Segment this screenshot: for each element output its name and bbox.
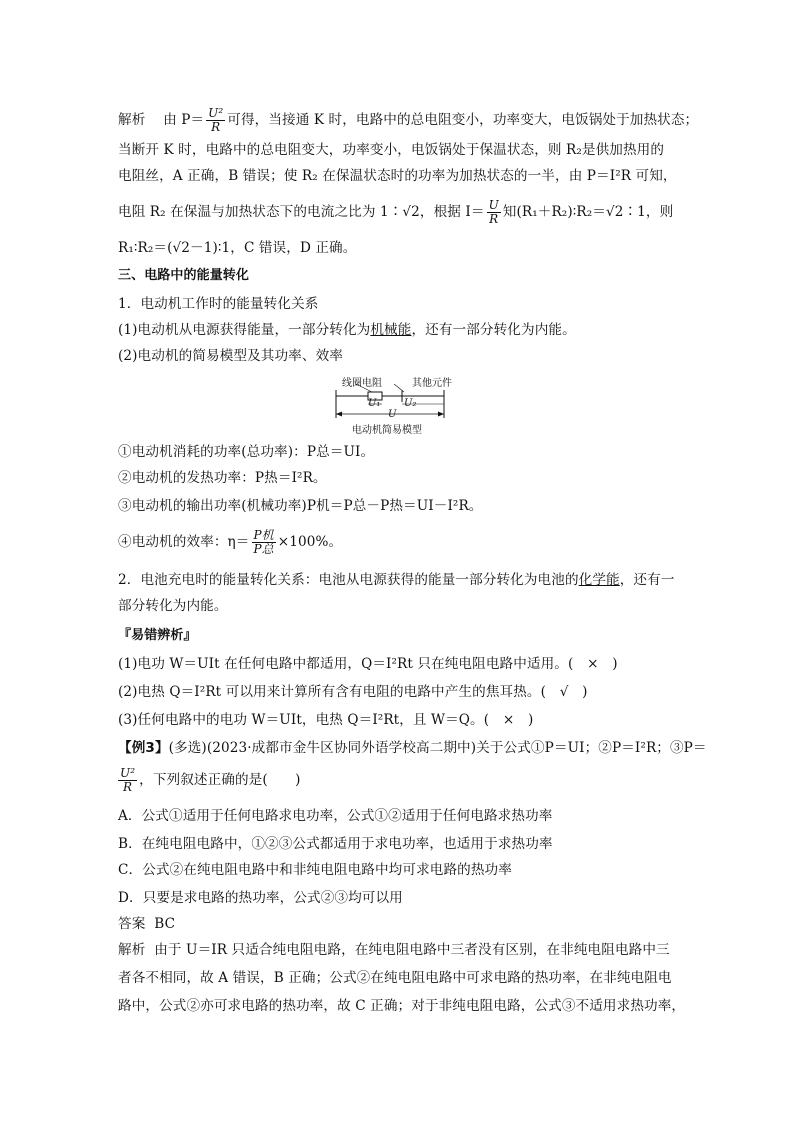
paragraph-line: 部分转化为内能。 xyxy=(118,598,228,614)
fraction-numerator: P机 xyxy=(253,528,274,542)
paragraph-line: 路中，公式②亦可求电路的热功率，故 C 正确；对于非纯电阻电路，公式③不适用求热功率， xyxy=(118,998,686,1014)
fraction-numerator: U xyxy=(488,198,499,212)
text-run: ，下列叙述正确的是( ) xyxy=(139,772,301,788)
text-run: ④电动机的效率：η＝ xyxy=(118,534,250,550)
fraction-denominator: R xyxy=(489,212,499,226)
u-label: U xyxy=(388,409,397,420)
text-run: ，还有一 xyxy=(619,572,675,588)
u1-label: U₁ xyxy=(368,398,381,409)
fraction-denominator: P总 xyxy=(253,542,274,556)
underlined-term: 化学能 xyxy=(578,572,620,588)
paragraph-line: ③电动机的输出功率(机械功率)P机＝P总－P热＝UI－I²R。 xyxy=(118,498,483,514)
fraction xyxy=(206,107,225,134)
paragraph-line: 当断开 K 时，电路中的总电阻变大，功率变小，电饭锅处于保温状态，则 R₂是供加热用的 xyxy=(118,142,665,158)
paragraph-line xyxy=(118,320,688,340)
paragraph-line: (3)任何电路中的电功 W＝UIt，电热 Q＝I²Rt，且 W＝Q。( × ) xyxy=(118,712,534,728)
paragraph-line xyxy=(118,940,688,960)
example-tag: 【例3】 xyxy=(118,740,169,756)
fraction-denominator: R xyxy=(122,780,133,794)
paragraph-line xyxy=(118,760,688,800)
paragraph-line: ②电动机的发热功率：P热＝I²R。 xyxy=(118,470,327,486)
analysis-tag: 解析 xyxy=(118,112,146,128)
answer-tag: 答案 xyxy=(118,916,146,932)
option-a: A．公式①适用于任何电路求电功率，公式①②适用于任何电路求热功率 xyxy=(118,808,553,824)
option-b: B．在纯电阻电路中，①②③公式都适用于求电功率，也适用于求热功率 xyxy=(118,836,553,852)
option-c: C．公式②在纯电阻电路中和非纯电阻电路中均可求电路的热功率 xyxy=(118,862,512,878)
paragraph-line xyxy=(118,738,707,758)
paragraph-line: 者各不相同，故 A 错误，B 正确；公式②在纯电阻电路中可求电路的热功率，在非纯电阻电 xyxy=(118,970,672,986)
text-run: ，还有一部分转化为内能。 xyxy=(411,322,576,338)
paragraph-line: (2)电动机的简易模型及其功率、效率 xyxy=(118,348,343,364)
paragraph-line: 电阻丝，A 正确，B 错误；使 R₂ 在保温状态时的功率为加热状态的一半，由 P＝I²R 可知， xyxy=(118,168,677,184)
option-d: D．只要是求电路的热功率，公式②③均可以用 xyxy=(118,890,403,906)
paragraph-line xyxy=(118,100,699,140)
paragraph-line xyxy=(118,522,688,562)
fraction xyxy=(487,199,501,226)
answer-line xyxy=(118,914,688,934)
section-heading: 三、电路中的能量转化 xyxy=(118,268,250,283)
text-run: 由 P＝ xyxy=(163,112,205,128)
other-component-label: 其他元件 xyxy=(412,378,452,389)
text-run: 知(R₁＋R₂)∶R₂＝√2∶1，则 xyxy=(502,204,674,220)
fraction xyxy=(252,529,276,556)
u2-label: U₂ xyxy=(404,398,417,409)
text-run: 电阻 R₂ 在保温与加热状态下的电流之比为 1∶√2，根据 I＝ xyxy=(118,204,485,220)
text-run: (1)电动机从电源获得能量，一部分转化为 xyxy=(118,322,371,338)
paragraph-line: (1)电功 W＝UIt 在任何电路中都适用，Q＝I²Rt 只在纯电阻电路中适用。( × ) xyxy=(118,656,618,672)
fraction-numerator: U² xyxy=(208,106,224,120)
text-run: 由于 U＝IR 只适合纯电阻电路，在纯电阻电路中三者没有区别，在非纯电阻电路中三 xyxy=(154,942,670,958)
paragraph-line xyxy=(118,192,688,232)
analysis-tag: 解析 xyxy=(118,942,146,958)
coil-resistor-label: 线圈电阻 xyxy=(342,378,382,389)
paragraph-line: 1．电动机工作时的能量转化关系 xyxy=(118,296,319,312)
paragraph-line: (2)电热 Q＝I²Rt 可以用来计算所有含有电阻的电路中产生的焦耳热。( √ ) xyxy=(118,684,588,700)
diagram-caption: 电动机简易模型 xyxy=(352,425,422,436)
paragraph-line xyxy=(118,570,688,590)
motor-model-diagram xyxy=(332,374,462,434)
answer-value: BC xyxy=(154,916,176,932)
section-heading: 『易错辨析』 xyxy=(118,628,197,643)
text-run: (多选)(2023·成都市金牛区协同外语学校高二期中)关于公式①P＝UI；②P＝I²R；③P＝ xyxy=(168,740,707,756)
fraction xyxy=(118,767,137,794)
fraction-numerator: U² xyxy=(120,766,136,780)
text-run: ×100%。 xyxy=(277,534,343,550)
fraction-denominator: R xyxy=(211,120,221,134)
paragraph-line: R₁∶R₂＝(√2－1)∶1，C 错误，D 正确。 xyxy=(118,240,357,256)
underlined-term: 机械能 xyxy=(370,322,412,338)
text-run: 可得，当接通 K 时，电路中的总电阻变小，功率变大，电饭锅处于加热状态； xyxy=(227,112,699,128)
paragraph-line: ①电动机消耗的功率(总功率)：P总＝UI。 xyxy=(118,444,375,460)
text-run: 2．电池充电时的能量转化关系：电池从电源获得的能量一部分转化为电池的 xyxy=(118,572,579,588)
